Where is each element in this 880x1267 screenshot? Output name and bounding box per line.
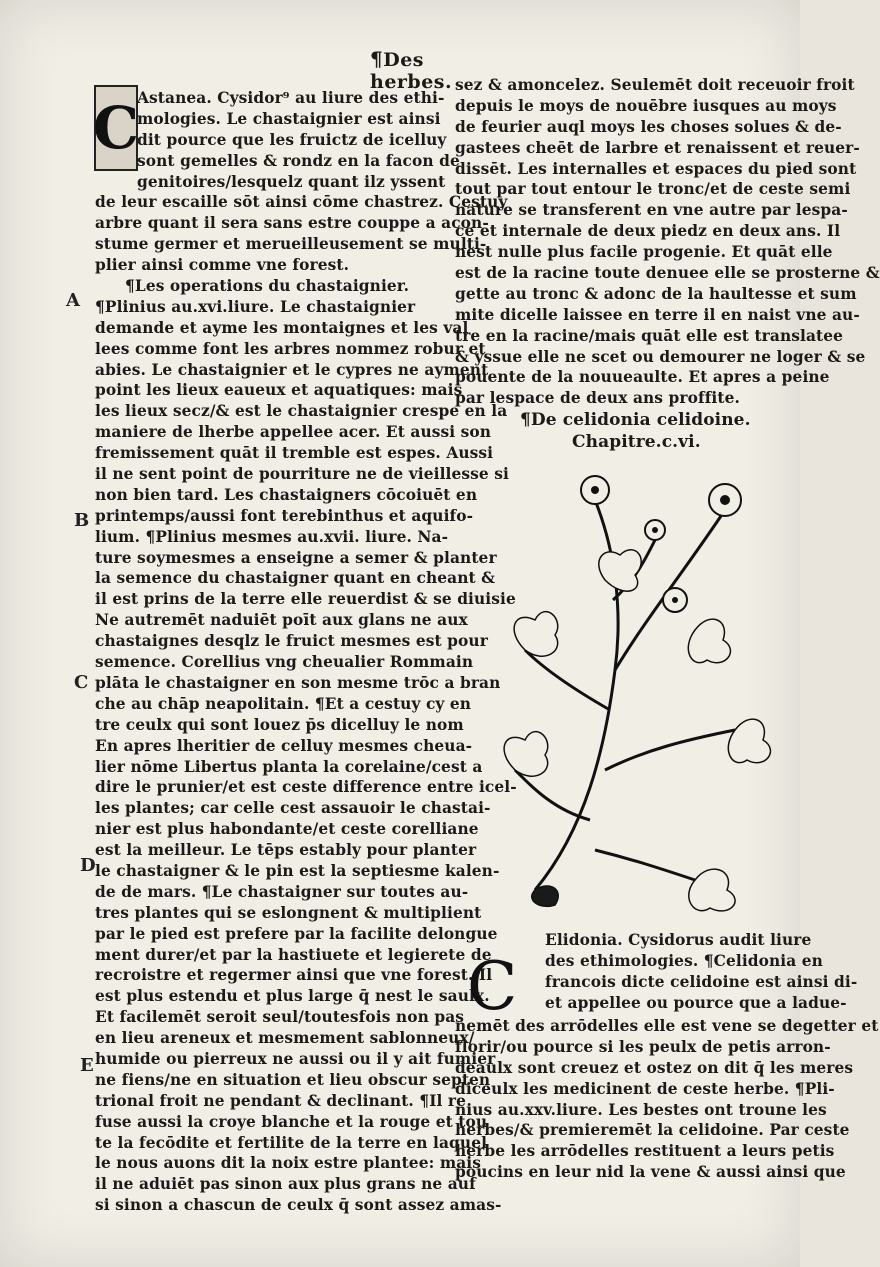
text-line: nest nulle plus facile progenie. Et quāt elle — [455, 243, 833, 262]
right-text-column-top — [455, 75, 880, 409]
text-line: gette au tronc & adonc de la haultesse et sum — [455, 284, 857, 303]
text-line: le nous auons dit la noix estre plantee: mais — [95, 1154, 481, 1173]
text-line: semence. Corellius vng cheualier Rommain — [95, 653, 474, 672]
text-line: est plus estendu et plus large q̄ nest le saulx. — [95, 987, 490, 1006]
text-line: la semence du chastaigner quant en cheant & — [95, 569, 496, 588]
margin-letter-a: A — [66, 290, 80, 311]
text-line: fuse aussi la croye blanche et la rouge et tou — [95, 1112, 488, 1131]
margin-letter-d: D — [80, 855, 96, 876]
text-line: ¶Les operations du chastaignier. — [125, 277, 410, 296]
initial-letter: C — [92, 94, 140, 162]
text-line: il ne aduiēt pas sinon aux plus grans ne auf — [95, 1175, 476, 1194]
text-line: maniere de lherbe appellee acer. Et aussi son — [95, 423, 492, 442]
text-line: lees comme font les arbres nommez robur et — [95, 339, 486, 358]
initial-letter-c: C — [467, 948, 518, 1025]
text-line: Astanea. Cysidor⁹ au liure des ethi- — [137, 89, 445, 107]
margin-letter-c: C — [74, 672, 89, 693]
text-line: et appellee ou pource que a ladue- — [545, 993, 847, 1012]
text-line: mite dicelle laissee en terre il en naist vne au- — [455, 305, 860, 324]
text-line: humide ou pierreux ne aussi ou il y ait fumier — [95, 1049, 496, 1068]
text-line: est la meilleur. Le tēps estably pour planter — [95, 841, 477, 860]
text-line: les plantes; car celle cest assauoir le chastai- — [95, 799, 491, 818]
text-line: lier nōme Libertus planta la corelaine/cest a — [95, 757, 483, 776]
text-line: mologies. Le chastaignier est ainsi — [137, 109, 441, 128]
text-line: tout par tout entour le tronc/et de ceste semi — [455, 180, 851, 199]
text-line: il ne sent point de pourriture ne de vieillesse si — [95, 465, 509, 484]
text-line: printemps/aussi font terebinthus et aquifo- — [95, 506, 474, 525]
text-line: arbre quant il sera sans estre couppe a acon- — [95, 214, 489, 233]
text-line: sont gemelles & rondz en la facon de — [137, 151, 460, 170]
text-line: nier est plus habondante/et ceste corelliane — [95, 820, 479, 839]
right-text-column-intro — [545, 930, 858, 1014]
text-line: genitoires/lesquelz quant ilz yssent — [137, 172, 446, 191]
text-line: dissēt. Les internalles et espaces du pied sont — [455, 159, 857, 178]
text-line: plier ainsi comme vne forest. — [95, 256, 350, 275]
left-text-column — [92, 88, 517, 1216]
text-line: gastees cheēt de larbre et renaissent et reuer- — [455, 138, 860, 157]
text-line: les lieux secz/& est le chastaignier crespe en la — [95, 402, 508, 421]
text-line: depuis le moys de nouēbre iusques au moys — [455, 96, 837, 115]
text-line: nius au.xxv.liure. Les bestes ont troune les — [455, 1100, 827, 1119]
text-line: Ne autremēt naduiēt poīt aux glans ne aux — [95, 611, 468, 630]
text-line: diceulx les medicinent de ceste herbe. ¶Pli- — [455, 1079, 835, 1098]
text-line: il est prins de la terre elle reuerdist & se diuisie — [95, 590, 516, 609]
text-line: dire le prunier/et est ceste difference entre icel- — [95, 778, 517, 797]
text-line: herbes/& premieremēt la celidoine. Par ceste — [455, 1121, 850, 1140]
text-line: pouente de la nouueaulte. Et apres a peine — [455, 368, 830, 387]
text-line: herbe les arrōdelles restituent a leurs petis — [455, 1142, 835, 1161]
text-line: francois dicte celidoine est ainsi di- — [545, 972, 858, 991]
text-line: tre ceulx qui sont louez p̄s dicelluy le nom — [95, 715, 464, 734]
text-line: poucins en leur nid la vene & aussi ainsi que — [455, 1163, 846, 1182]
text-line: nature se transferent en vne autre par lespa- — [455, 201, 848, 220]
text-line: ment durer/et par la hastiuete et legierete de — [95, 945, 492, 964]
text-line: par le pied est prefere par la facilite delongue — [95, 924, 498, 943]
text-line: ne fiens/ne en situation et lieu obscur septen — [95, 1070, 491, 1089]
text-line: Et facilemēt seroit seul/toutesfois non pas — [95, 1008, 465, 1027]
text-line: chastaignes desqlz le fruict mesmes est pour — [95, 632, 488, 651]
text-line: En apres lheritier de celluy mesmes cheua- — [95, 736, 473, 755]
right-text-column-bottom — [455, 1016, 879, 1183]
margin-letter-b: B — [74, 510, 90, 531]
section-heading: ¶De celidonia celidoine. — [520, 410, 751, 430]
text-line: point les lieux eaueux et aquatiques: mais — [95, 381, 463, 400]
chapter-heading: Chapitre.c.vi. — [572, 432, 701, 452]
text-line: abies. Le chastaignier et le cypres ne ayment — [95, 360, 489, 379]
text-line: est de la racine toute denuee elle se prosterne & — [455, 264, 880, 283]
text-line: Elidonia. Cysidorus audit liure — [545, 931, 812, 949]
text-line: de leur escaille sōt ainsi cōme chastrez. Cestuy — [95, 193, 508, 212]
text-line: deaulx sont creuez et ostez on dit q̄ les meres — [455, 1058, 854, 1077]
text-line: ¶Plinius au.xvi.liure. Le chastaignier — [95, 297, 416, 316]
text-line: de feurier auql moys les choses solues & de- — [455, 117, 842, 136]
text-line: stume germer et merueilleusement se multi- — [95, 235, 487, 254]
text-line: dit pource que les fruictz de icelluy — [137, 130, 447, 149]
margin-letter-e: E — [80, 1055, 94, 1076]
text-line: tre en la racine/mais quāt elle est translatee — [455, 326, 844, 345]
text-line: de de mars. ¶Le chastaigner sur toutes au- — [95, 882, 469, 901]
text-line: sez & amoncelez. Seulemēt doit receuoir froit — [455, 76, 855, 94]
celandine-woodcut-illustration — [495, 450, 785, 920]
text-line: le chastaigner & le pin est la septiesme kalen- — [95, 861, 500, 880]
text-line: tres plantes qui se eslongnent & multiplient — [95, 903, 482, 922]
text-line: des ethimologies. ¶Celidonia en — [545, 951, 823, 970]
text-line: recroistre et regermer ainsi que vne forest. Il — [95, 966, 493, 985]
header-title: Des herbes. — [370, 49, 453, 93]
text-line: florir/ou pource si les peulx de petis arron- — [455, 1037, 831, 1056]
text-line: si sinon a chascun de ceulx q̄ sont assez amas- — [95, 1196, 502, 1215]
text-line: che au chāp neapolitain. ¶Et a cestuy cy en — [95, 694, 472, 713]
text-line: ture soymesmes a enseigne a semer & planter — [95, 548, 497, 567]
text-line: trional froit ne pendant & declinant. ¶Il re — [95, 1091, 467, 1110]
text-line: nemēt des arrōdelles elle est vene se degetter et — [455, 1017, 879, 1035]
text-line: en lieu areneux et mesmement sablonneux/ — [95, 1029, 475, 1048]
pilcrow-icon: ¶ — [370, 47, 384, 71]
text-line: & yssue elle ne scet ou demourer ne loger & se — [455, 347, 866, 366]
text-line: non bien tard. Les chastaigners cōcoiuēt en — [95, 485, 478, 504]
text-line: demande et ayme les montaignes et les val — [95, 318, 469, 337]
text-line: fremissement quāt il tremble est espes. Aussi — [95, 444, 494, 463]
text-line: par lespace de deux ans proffite. — [455, 389, 740, 408]
text-line: ce et internale de deux piedz en deux ans. Il — [455, 222, 841, 241]
text-line: lium. ¶Plinius mesmes au.xvii. liure. Na- — [95, 527, 449, 546]
text-line: plāta le chastaigner en son mesme trōc a bran — [95, 673, 501, 692]
text-line: te la fecōdite et fertilite de la terre en laquel — [95, 1133, 488, 1152]
